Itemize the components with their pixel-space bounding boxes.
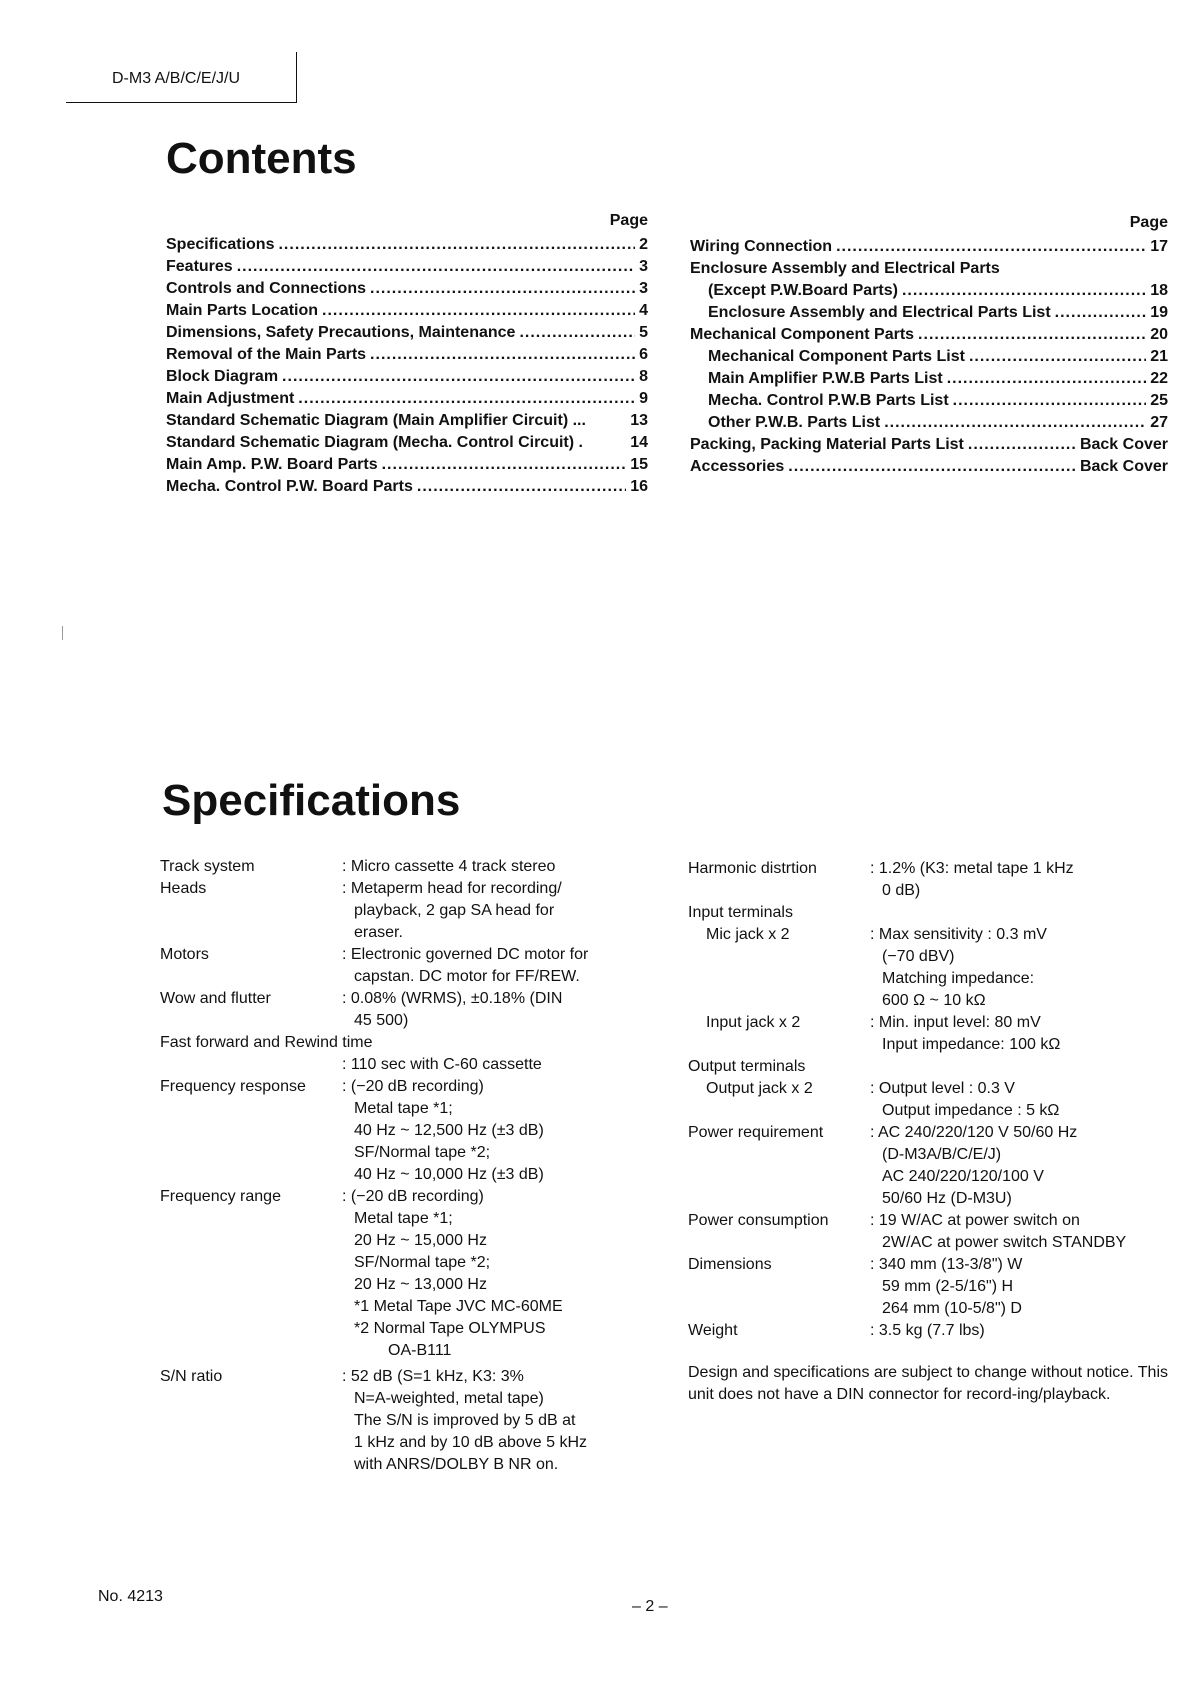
- spec-row: Output terminals: [688, 1058, 806, 1075]
- spec-row: Motors : Electronic governed DC motor for capstan. DC motor for FF/REW.: [160, 946, 589, 985]
- toc-page-header: Page: [609, 212, 648, 229]
- spec-row: Power consumption : 19 W/AC at power switch on 2W/AC at power switch STANDBY: [688, 1212, 1127, 1251]
- spec-row: Fast forward and Rewind time: [160, 1034, 373, 1051]
- toc-entry: Block Diagram ..... 8: [166, 368, 648, 390]
- spec-row: Mic jack x 2 : Max sensitivity : 0.3 mV (−70 dBV) Matching impedance: 600 Ω ~ 10 kΩ: [706, 926, 1047, 1009]
- toc-entry: Mecha. Control P.W.B Parts List ..... 25: [690, 392, 1168, 414]
- header-rule: [66, 102, 296, 103]
- spec-row: Input jack x 2 : Min. input level: 80 mV Input impedance: 100 kΩ: [706, 1014, 1061, 1053]
- spec-row: Heads : Metaperm head for recording/ playback, 2 gap SA head for eraser.: [160, 880, 562, 941]
- toc-entry: Mechanical Component Parts ..... 20: [690, 326, 1168, 348]
- toc-left: [166, 212, 648, 500]
- spec-row: Power requirement : AC 240/220/120 V 50/60 Hz (D-M3A/B/C/E/J) AC 240/220/120/100 V 50/60 Hz (D-M3U): [688, 1124, 1078, 1207]
- toc-entry: Accessories ..... Back Cover: [690, 458, 1168, 480]
- spec-row: Input terminals: [688, 904, 793, 921]
- contents-title: Contents: [166, 134, 357, 183]
- toc-entry: Controls and Connections ..... 3: [166, 280, 648, 302]
- toc-entry: (Except P.W.Board Parts) ..... 18: [690, 282, 1168, 304]
- toc-entry: Dimensions, Safety Precautions, Maintenance ..... 5: [166, 324, 648, 346]
- toc-entry: Removal of the Main Parts ..... 6: [166, 346, 648, 368]
- spec-row: Dimensions : 340 mm (13-3/8") W 59 mm (2-5/16") H 264 mm (10-5/8") D: [688, 1256, 1023, 1317]
- toc-entry: Main Amp. P.W. Board Parts ..... 15: [166, 456, 648, 478]
- spec-row: Wow and flutter : 0.08% (WRMS), ±0.18% (DIN 45 500): [160, 990, 563, 1029]
- spec-row: : 110 sec with C-60 cassette: [342, 1056, 542, 1073]
- spec-note: Design and specifications are subject to change without notice. This unit does not have a DIN connector for record-ing/playback.: [688, 1364, 1168, 1403]
- toc-entry: Enclosure Assembly and Electrical Parts: [690, 260, 1000, 277]
- spec-left-column: [160, 856, 650, 1476]
- spec-right-column: [688, 858, 1168, 1406]
- toc-right: [690, 214, 1168, 480]
- toc-entry: Mechanical Component Parts List ..... 21: [690, 348, 1168, 370]
- toc-entry: Other P.W.B. Parts List ..... 27: [690, 414, 1168, 436]
- spec-row: Weight : 3.5 kg (7.7 lbs): [688, 1322, 985, 1339]
- toc-entry: Wiring Connection ..... 17: [690, 238, 1168, 260]
- toc-entry: Packing, Packing Material Parts List ..... Back Cover: [690, 436, 1168, 458]
- scan-speck: [62, 626, 63, 640]
- spec-row: Frequency range : (−20 dB recording) Metal tape *1; 20 Hz ~ 15,000 Hz SF/Normal tape *2; 20 Hz ~ 13,000 Hz *1 Metal Tape JVC MC-60ME *2 Normal Tape OLYMPUS OA-B111: [160, 1188, 563, 1359]
- spec-row: Output jack x 2 : Output level : 0.3 V Output impedance : 5 kΩ: [706, 1080, 1060, 1119]
- document-number: No. 4213: [98, 1588, 163, 1605]
- toc-entry: Features ..... 3: [166, 258, 648, 280]
- toc-entry: Standard Schematic Diagram (Mecha. Control Circuit) . 14: [166, 434, 648, 451]
- toc-entry: Standard Schematic Diagram (Main Amplifier Circuit) ... 13: [166, 412, 648, 429]
- toc-entry: Main Amplifier P.W.B Parts List ..... 22: [690, 370, 1168, 392]
- spec-row: Harmonic distrtion : 1.2% (K3: metal tape 1 kHz 0 dB): [688, 860, 1074, 899]
- spec-row: S/N ratio : 52 dB (S=1 kHz, K3: 3% N=A-weighted, metal tape) The S/N is improved by 5 dB at 1 kHz and by 10 dB above 5 kHz with ANRS/DOLBY B NR on.: [160, 1368, 588, 1473]
- toc-page-header: Page: [1129, 214, 1168, 231]
- toc-entry: Enclosure Assembly and Electrical Parts List ..... 19: [690, 304, 1168, 326]
- toc-entry: Specifications ..... 2: [166, 236, 648, 258]
- header-rule-vertical: [296, 52, 297, 103]
- model-number: D-M3 A/B/C/E/J/U: [112, 70, 241, 87]
- toc-entry: Main Parts Location ..... 4: [166, 302, 648, 324]
- spec-row: Track system : Micro cassette 4 track stereo: [160, 858, 556, 875]
- toc-entry: Main Adjustment ..... 9: [166, 390, 648, 412]
- specifications-title: Specifications: [162, 776, 461, 825]
- toc-entry: Mecha. Control P.W. Board Parts ..... 16: [166, 478, 648, 500]
- page-number: – 2 –: [632, 1598, 668, 1615]
- spec-row: Frequency response : (−20 dB recording) Metal tape *1; 40 Hz ~ 12,500 Hz (±3 dB) SF/Normal tape *2; 40 Hz ~ 10,000 Hz (±3 dB): [160, 1078, 544, 1183]
